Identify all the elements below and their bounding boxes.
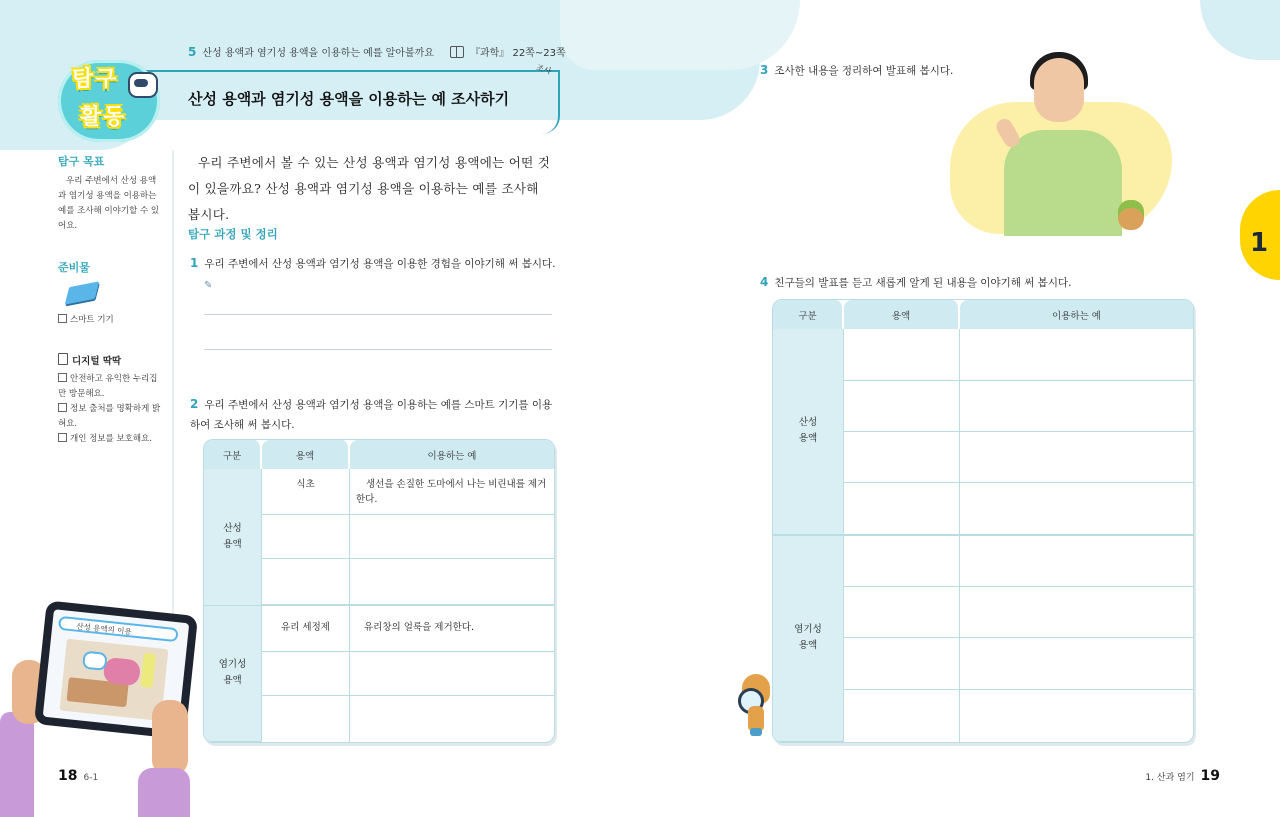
table-cell: 유리창의 얼룩을 제거한다.	[350, 606, 554, 652]
goal-text: 우리 주변에서 산성 용액과 염기성 용액을 이용하는 예를 조사해 이야기할 수 있어요.	[58, 176, 160, 231]
section-title: 산성 용액과 염기성 용액을 이용하는 예를 알아볼까요	[202, 48, 434, 59]
table-cell[interactable]	[844, 381, 960, 432]
question-text: 조사한 내용을 정리하여 발표해 봅시다.	[774, 65, 954, 77]
table-cell[interactable]	[262, 515, 350, 559]
checkbox-icon	[58, 433, 67, 442]
digital-item	[58, 372, 162, 402]
table-cell[interactable]	[844, 329, 960, 380]
goal-heading: 탐구 목표	[58, 155, 105, 168]
right-arm	[138, 768, 190, 817]
page-number-right	[1145, 768, 1220, 784]
page-number: 18	[58, 768, 78, 784]
table-cell: 식초	[262, 469, 350, 515]
table-cell[interactable]	[960, 329, 1193, 380]
page-title: 산성 용액과 염기성 용액을 이용하는 예 조사하기	[188, 90, 510, 108]
table-header: 이용하는 예	[350, 440, 554, 469]
checkbox-icon	[58, 403, 67, 412]
badge-line1: 탐구	[72, 67, 119, 92]
table-header: 구분	[773, 300, 844, 329]
acid-category: 산성 용액	[773, 329, 844, 535]
page-label: 6-1	[83, 773, 99, 783]
table-cell[interactable]	[844, 690, 960, 742]
document-icon	[58, 353, 68, 365]
table-cell[interactable]	[844, 432, 960, 483]
question-number: 3	[760, 63, 769, 77]
summary-table	[772, 299, 1194, 743]
write-line[interactable]	[204, 314, 552, 315]
digital-item-text: 정보 출처를 명확하게 밝혀요.	[58, 404, 161, 429]
table-cell[interactable]	[960, 432, 1193, 483]
question-text: 우리 주변에서 산성 용액과 염기성 용액을 이용한 경험을 이야기해 써 봅시다.	[204, 258, 556, 270]
section-reference: 『과학』 22쪽~23쪽	[469, 48, 566, 59]
table-cell[interactable]	[844, 536, 960, 587]
survey-table	[203, 439, 555, 743]
digital-item-text: 개인 정보를 보호해요.	[70, 434, 153, 444]
material-label: 스마트 기기	[70, 315, 114, 325]
background-cloud	[1200, 0, 1280, 60]
table-header: 이용하는 예	[960, 300, 1193, 329]
section-header	[188, 44, 566, 59]
table-cell[interactable]	[844, 587, 960, 638]
table-cell[interactable]	[262, 652, 350, 696]
digital-heading	[58, 353, 121, 367]
question-4	[760, 272, 1071, 293]
book-icon	[450, 46, 464, 58]
presenter-illustration	[1004, 130, 1122, 236]
question-number: 1	[190, 256, 199, 270]
table-cell[interactable]	[960, 690, 1193, 742]
table-cell[interactable]	[350, 652, 554, 696]
presenter-face	[1034, 58, 1084, 122]
digital-item	[58, 402, 162, 432]
right-hand	[152, 700, 188, 776]
kitchen-photo	[59, 639, 168, 721]
question-3	[760, 60, 953, 81]
table-cell: 생선을 손질한 도마에서 나는 비린내를 제거한다.	[350, 469, 554, 515]
table-cell[interactable]	[844, 483, 960, 535]
table-header: 용액	[262, 440, 350, 469]
table-cell[interactable]	[960, 638, 1193, 689]
table-cell[interactable]	[960, 483, 1193, 535]
tablet-search-bar	[58, 616, 179, 642]
material-item	[58, 313, 162, 328]
table-cell[interactable]	[960, 381, 1193, 432]
table-header: 구분	[204, 440, 262, 469]
table-cell[interactable]	[262, 559, 350, 605]
tablet-search-text: 산성 용액의 이용	[75, 621, 133, 637]
process-heading: 탐구 과정 및 정리	[188, 227, 278, 241]
acid-category: 산성 용액	[204, 469, 262, 605]
base-category: 염기성 용액	[773, 536, 844, 742]
digital-item-text: 안전하고 유익한 누리집만 방문해요.	[58, 374, 158, 399]
write-line[interactable]	[204, 349, 552, 350]
badge-line2: 활동	[80, 105, 127, 130]
mascot-magnifier	[738, 674, 774, 736]
digital-item	[58, 432, 162, 447]
question-number: 2	[190, 397, 199, 411]
question-2	[190, 394, 556, 435]
question-text: 우리 주변에서 산성 용액과 염기성 용액을 이용하는 예를 스마트 기기를 이용하여 조사해 써 봅시다.	[190, 399, 553, 431]
table-cell[interactable]	[960, 587, 1193, 638]
smart-device-icon	[65, 281, 100, 304]
frame-tag: 조사	[534, 62, 553, 77]
checkbox-icon	[58, 373, 67, 382]
table-cell[interactable]	[350, 696, 554, 742]
left-arm	[0, 712, 34, 817]
mascot-sprout	[1118, 200, 1144, 230]
table-cell[interactable]	[350, 515, 554, 559]
materials-heading: 준비물	[58, 261, 90, 274]
chapter-label: 1. 산과 염기	[1145, 773, 1195, 783]
page-number-left	[58, 768, 98, 784]
table-header: 용액	[844, 300, 960, 329]
digital-heading-text: 디지털 딱딱	[72, 356, 122, 367]
section-number: 5	[188, 44, 197, 59]
robot-icon	[128, 72, 158, 98]
table-cell[interactable]	[262, 696, 350, 742]
table-cell[interactable]	[960, 536, 1193, 587]
page-number: 19	[1200, 768, 1220, 784]
table-cell: 유리 세정제	[262, 606, 350, 652]
intro-paragraph: 우리 주변에서 볼 수 있는 산성 용액과 염기성 용액에는 어떤 것이 있을까요? 산성 용액과 염기성 용액을 이용하는 예를 조사해 봅시다.	[188, 155, 551, 222]
table-cell[interactable]	[844, 638, 960, 689]
checkbox-icon	[58, 314, 67, 323]
base-category: 염기성 용액	[204, 606, 262, 742]
chapter-tab-number: 1	[1250, 228, 1269, 258]
question-number: 4	[760, 275, 769, 289]
pencil-icon: ✎	[204, 280, 213, 291]
question-text: 친구들의 발표를 듣고 새롭게 알게 된 내용을 이야기해 써 봅시다.	[774, 277, 1072, 289]
table-cell[interactable]	[350, 559, 554, 605]
question-1	[190, 253, 556, 274]
